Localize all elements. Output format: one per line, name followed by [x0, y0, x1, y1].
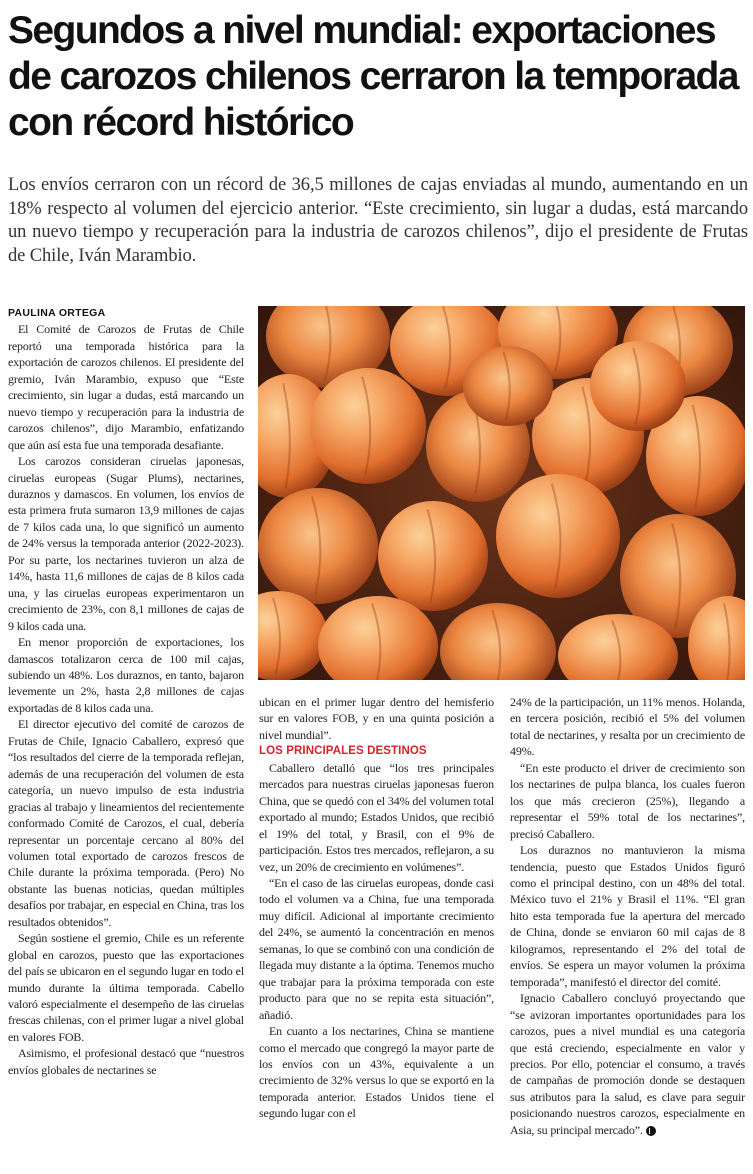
apricot: [258, 488, 378, 604]
paragraph: [510, 990, 745, 1138]
paragraph: En cuanto a los nectarines, China se mantiene como el mercado que congregó la mayor parte de los envíos con un 43%, equivalente a un crecimiento de 32% versus lo que se exportó en la temporada anterior. Estados Unidos tiene el segundo lugar con el: [259, 1024, 494, 1121]
section-subhead: LOS PRINCIPALES DESTINOS: [259, 745, 427, 758]
column-3: [510, 694, 745, 1138]
paragraph: Según sostiene el gremio, Chile es un referente global en carozos, puesto que las exportaciones del país se ubicaron en el segundo lugar en todo el mundo durante la última temporada. Cabello valoró especialmente el desempeño de las ciruelas frescas chilenas, con el primer lugar a nivel global en valores FOB.: [8, 931, 244, 1044]
paragraph: Los duraznos no mantuvieron la misma tendencia, puesto que Estados Unidos figuró como el principal destino, con un 48% del total. México tuvo el 21% y Brasil el 11%. “El gran hito esta temporada fue la apertura del mercado de China, donde se enviaron 60 mil cajas de 8 kilogramos, representando el 2% del total de envíos. Se espera un mayor volumen la próxima temporada”, manifestó el director del comité.: [510, 843, 745, 989]
end-of-article-icon: [646, 1126, 656, 1136]
paragraph: En menor proporción de exportaciones, los damascos totalizaron cerca de 100 mil cajas, subiendo un 48%. Los duraznos, en tanto, bajaron levemente un 2%, hasta 2,8 millones de cajas exportadas de 8 kilos cada una.: [8, 635, 244, 715]
apricot: [310, 368, 426, 484]
headline: Segundos a nivel mundial: exportaciones de carozos chilenos cerraron la temporada con récord histórico: [8, 9, 738, 144]
paragraph: 24% de la participación, un 11% menos. Holanda, en tercera posición, recibió el 5% del volumen total de nectarines, y resalta por un crecimiento de 49%.: [510, 695, 745, 759]
paragraph: “En el caso de las ciruelas europeas, donde casi todo el volumen va a China, fue una temporada muy difícil. Adicional al importante crecimiento del 24%, se aumentó la concentración en menos semanas, lo que se combinó con una condición de llegada muy distante a la óptima. Tenemos mucho que trabajar para la próxima temporada con este producto para que no se repita esta situación”, añadió.: [259, 875, 494, 1022]
paragraph: El Comité de Carozos de Frutas de Chile reportó una temporada histórica para la exportación de carozos chilenos. El presidente del gremio, Iván Marambio, expuso que “Este crecimiento, sin lugar a dudas, está marcando un nuevo tiempo y recuperación para la industria de carozos chilenos”, dijo Marambio, enfatizando que aún así esta fue una temporada desafiante.: [8, 322, 244, 452]
paragraph: Asimismo, el profesional destacó que “nuestros envíos globales de nectarines se: [8, 1046, 244, 1077]
paragraph: Caballero detalló que “los tres principales mercados para nuestras ciruelas japonesas fueron China, que se quedó con el 34% del volumen total exportado al mundo; Estados Unidos, que recibió el 19% del total, y Brasil, con el 9% de participación. Estos tres mercados, reflejaron, a su vez, un 20% de crecimiento en volúmenes”.: [259, 760, 494, 874]
apricots-photo: [258, 306, 745, 680]
paragraph: Los carozos consideran ciruelas japonesas, ciruelas europeas (Sugar Plums), nectarines, duraznos y damascos. En volumen, los envíos de esta primera fruta sumaron 13,9 millones de cajas de 7 kilos cada una, lo que significó un aumento de 24% versus la temporada anterior (2022-2023). Por su parte, los nectarines tuvieron un alza de 14%, hasta 11,6 millones de cajas de 8 kilos cada una, y las ciruelas europeas experimentaron un crecimiento de 23%, con 8,1 millones de cajas de 9 kilos cada una.: [8, 454, 244, 633]
column-1: [8, 305, 244, 1078]
apricots-illustration: [258, 306, 745, 680]
paragraph: “En este producto el driver de crecimiento son los nectarines de pulpa blanca, los cuales fueron los que más crecieron (25%), llegando a representar el 59% total de los nectarines”, precisó Caballero.: [510, 760, 745, 841]
paragraph: El director ejecutivo del comité de carozos de Frutas de Chile, Ignacio Caballero, expresó que “los resultados del cierre de la temporada reflejan, además de una recuperación del volumen de esta categoría, un nuevo impulso de esta industria gracias al trabajo y lineamientos del recientemente conformado Comité de Carozos, el cual, debería representar un porcentaje cercano al 80% del volumen total exportado de carozos frescos de Chile durante la próxima temporada. (Pero) No obstante las buenas noticias, quedan múltiples desafíos por trabajar, en especial en China, tras los resultados obtenidos”.: [8, 717, 244, 929]
byline: PAULINA ORTEGA: [8, 307, 106, 319]
column-2: [259, 694, 494, 1122]
lead-paragraph: Los envíos cerraron con un récord de 36,5 millones de cajas enviadas al mundo, aumentando en un 18% respecto al volumen del ejercicio anterior. “Este crecimiento, sin lugar a dudas, está marcando un nuevo tiempo y recuperación para la industria de carozos chilenos”, dijo el presidente de Frutas de Chile, Iván Marambio.: [8, 175, 748, 266]
apricot: [496, 474, 620, 598]
paragraph: ubican en el primer lugar dentro del hemisferio sur en valores FOB, y en una quinta posición a nivel mundial”.: [259, 695, 494, 742]
paragraph-text: Ignacio Caballero concluyó proyectando que “se avizoran importantes oportunidades para los carozos, pues a nivel mundial es una categoría que está creciendo, especialmente en valor y precios. Por ello, potenciar el consumo, a través de campañas de promoción donde se destaquen sus atributos para la salud, es clave para seguir posicionando nuestros carozos, especialmente en Asia, su principal mercado”.: [510, 991, 745, 1137]
